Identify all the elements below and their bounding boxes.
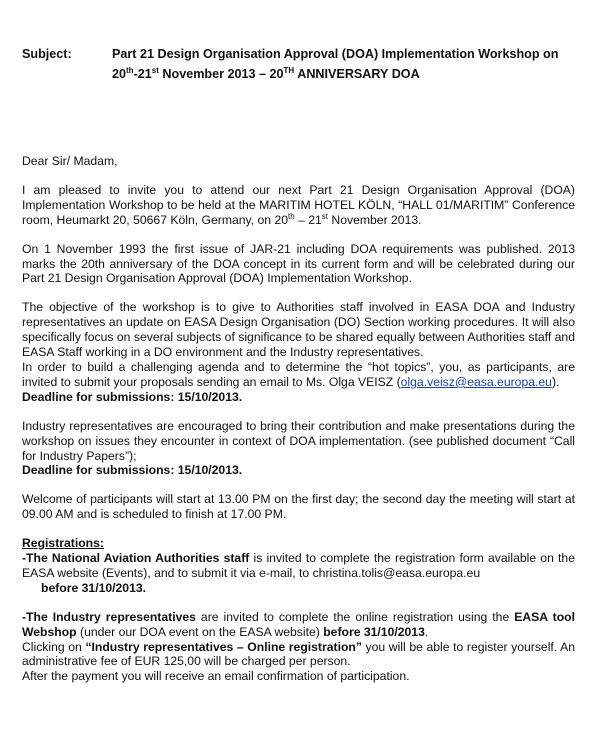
subject-label: Subject: (22, 47, 72, 61)
paragraph-welcome: Welcome of participants will start at 13.00 PM on the first day; the second day the meeting will start at 09.00 AM and is scheduled to finish at 17.00 PM. (22, 492, 575, 522)
deadline-submissions-1: Deadline for submissions: 15/10/2013. (22, 389, 243, 404)
registration-industry: -The Industry representatives are invited to complete the online registration using the EASA tool Webshop (under our DOA event on the EASA website) before 31/10/2013. (22, 609, 575, 639)
registration-naa: -The National Aviation Authorities staff is invited to complete the registration form available on the EASA website (Events), and to submit it via e-mail, to christina.tolis@easa.europa.eu before 31/10/2013. (22, 551, 575, 595)
subject-title: Part 21 Design Organisation Approval (DOA) Implementation Workshop on 20th-21st November 2013 – 20TH ANNIVERSARY DOA (112, 47, 559, 81)
registrations-heading: Registrations: (22, 536, 104, 551)
paragraph-clicking: Clicking on “Industry representatives – Online registration” you will be able to register yourself. An administrative fee of EUR 125,00 will be charged per person. (22, 639, 576, 669)
deadline-submissions-2: Deadline for submissions: 15/10/2013. (22, 463, 243, 478)
subject-line1: Part 21 Design Organisation Approval (DOA) Implementation Workshop on (112, 47, 559, 61)
paragraph-agenda: In order to build a challenging agenda and to determine the “hot topics”, you, as participants, are invited to submit your proposals sending an email to Ms. Olga VEISZ (olga.veisz@easa.europa.eu). (22, 359, 575, 389)
email-link[interactable]: olga.veisz@easa.europa.eu (400, 374, 552, 389)
paragraph-history: On 1 November 1993 the first issue of JAR-21 including DOA requirements was published. 2013 marks the 20th anniversary of the DOA concept in its current form and will be celebrated during our Part 21 Design Organisation Approval (DOA) Implementation Workshop. (22, 241, 575, 286)
paragraph-objective: The objective of the workshop is to give to Authorities staff involved in EASA DOA and Industry representatives an update on EASA Design Organisation (DO) Section working procedures. It will also specifically focus on several subjects of significance to be shared equally between Authorities staff and EASA Staff working in a DO environment and the Industry representatives. (22, 300, 575, 360)
paragraph-industry: Industry representatives are encouraged to bring their contribution and make presentations during the workshop on issues they encounter in context of DOA implementation. (see published document “Call for Industry Papers”); (22, 418, 575, 463)
paragraph-payment: After the payment you will receive an email confirmation of participation. (22, 669, 410, 684)
greeting: Dear Sir/ Madam, (22, 154, 118, 168)
paragraph-invitation: I am pleased to invite you to attend our next Part 21 Design Organisation Approval (DOA) Implementation Workshop to be held at the MARITIM HOTEL KÖLN, “HALL 01/MARITIM” Conference room, Heumarkt 20, 50667 Köln, Germany, on 20th – 21st November 2013. (22, 182, 575, 227)
letter-body (22, 154, 575, 684)
